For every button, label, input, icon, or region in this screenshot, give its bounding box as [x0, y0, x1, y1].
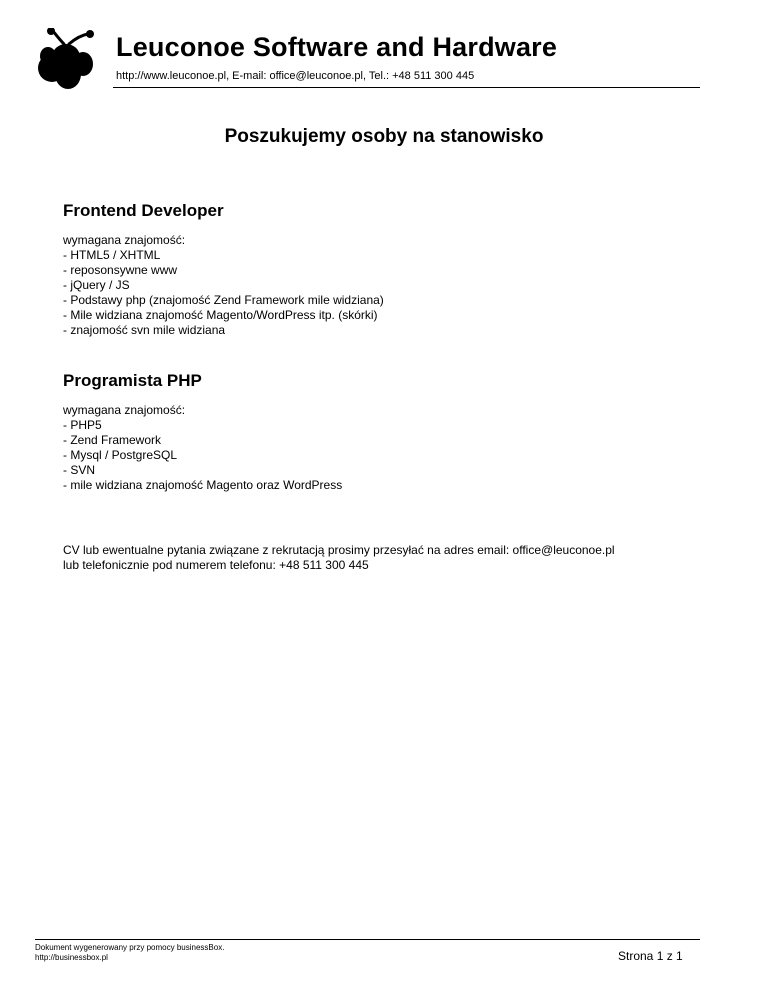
page-indicator: Strona 1 z 1	[618, 949, 683, 963]
list-item: - jQuery / JS	[63, 278, 130, 292]
job-title: Programista PHP	[63, 371, 202, 390]
list-item: - Podstawy php (znajomość Zend Framework mile widziana)	[63, 293, 384, 307]
footer-url: http://businessbox.pl	[35, 953, 108, 962]
contact-note-line: lub telefonicznie pod numerem telefonu: +48 511 300 445	[63, 558, 369, 572]
footer-generator-note	[35, 943, 224, 963]
list-item: - reposonsywne www	[63, 263, 178, 277]
list-item: - Mile widziana znajomość Magento/WordPress itp. (skórki)	[63, 308, 378, 322]
page-title: Poszukujemy osoby na stanowisko	[224, 126, 544, 147]
butterfly-logo-icon	[36, 28, 100, 90]
job-programista-php	[63, 371, 342, 493]
list-item: - Mysql / PostgreSQL	[63, 448, 178, 462]
company-name: Leuconoe Software and Hardware	[116, 32, 558, 62]
list-item: - mile widziana znajomość Magento oraz WordPress	[63, 478, 343, 492]
job-frontend-developer	[63, 201, 384, 338]
list-item: - znajomość svn mile widziana	[63, 323, 226, 337]
contact-note-line: CV lub ewentualne pytania związane z rekrutacją prosimy przesyłać na adres email: office@leuconoe.pl	[63, 543, 615, 557]
requirements-label: wymagana znajomość:	[63, 233, 186, 247]
list-item: - Zend Framework	[63, 433, 162, 447]
requirements-list	[63, 248, 384, 338]
requirements-label: wymagana znajomość:	[63, 403, 186, 417]
footer-generated-by: Dokument wygenerowany przy pomocy businessBox.	[35, 943, 225, 952]
list-item: - SVN	[63, 463, 96, 477]
footer-divider	[35, 939, 700, 940]
requirements-list	[63, 418, 342, 493]
list-item: - PHP5	[63, 418, 102, 432]
list-item: - HTML5 / XHTML	[63, 248, 161, 262]
application-contact-note	[63, 543, 615, 573]
company-contact-line: http://www.leuconoe.pl, E-mail: office@leuconoe.pl, Tel.: +48 511 300 445	[116, 70, 475, 82]
job-title: Frontend Developer	[63, 201, 224, 220]
header-divider	[113, 87, 700, 88]
